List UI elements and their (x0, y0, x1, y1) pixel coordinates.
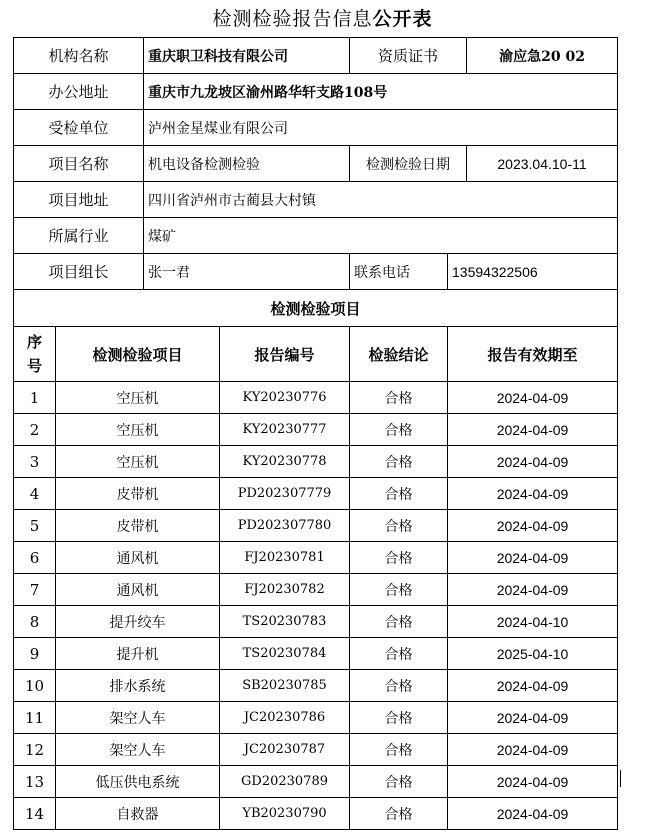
row-result: 合格 (350, 446, 448, 478)
row-report-code: PD202307779 (220, 478, 350, 510)
row-no: 14 (14, 798, 56, 830)
row-report-code: SB20230785 (220, 670, 350, 702)
row-item-name: 提升绞车 (56, 606, 220, 638)
row-valid-until: 2024-04-09 (448, 510, 618, 542)
row-item-name: 皮带机 (56, 510, 220, 542)
site-label: 项目地址 (14, 182, 144, 218)
row-valid-until: 2024-04-10 (448, 606, 618, 638)
phone-value: 13594322506 (448, 254, 618, 290)
table-row (14, 446, 618, 478)
row-result: 合格 (350, 766, 448, 798)
row-valid-until: 2024-04-09 (448, 414, 618, 446)
row-report-code: KY20230776 (220, 382, 350, 414)
row-no: 3 (14, 446, 56, 478)
row-result: 合格 (350, 606, 448, 638)
row-valid-until: 2024-04-09 (448, 702, 618, 734)
row-valid-until: 2024-04-09 (448, 382, 618, 414)
table-row (14, 798, 618, 830)
row-no: 1 (14, 382, 56, 414)
leader-label: 项目组长 (14, 254, 144, 290)
info-row-leader (14, 254, 618, 290)
table-row (14, 414, 618, 446)
row-no: 11 (14, 702, 56, 734)
row-result: 合格 (350, 478, 448, 510)
row-result: 合格 (350, 382, 448, 414)
table-row (14, 606, 618, 638)
row-no: 6 (14, 542, 56, 574)
row-item-name: 空压机 (56, 414, 220, 446)
client-value: 泸州金星煤业有限公司 (144, 110, 618, 146)
column-header-row (14, 327, 618, 382)
row-item-name: 通风机 (56, 574, 220, 606)
row-result: 合格 (350, 638, 448, 670)
table-row (14, 638, 618, 670)
row-no: 8 (14, 606, 56, 638)
row-valid-until: 2024-04-09 (448, 798, 618, 830)
row-item-name: 空压机 (56, 382, 220, 414)
row-result: 合格 (350, 574, 448, 606)
col-header-code: 报告编号 (220, 327, 350, 382)
row-no: 10 (14, 670, 56, 702)
table-row (14, 702, 618, 734)
org-value: 重庆职卫科技有限公司 (144, 38, 350, 74)
row-report-code: YB20230790 (220, 798, 350, 830)
table-row (14, 510, 618, 542)
date-label: 检测检验日期 (350, 146, 467, 182)
report-table (13, 37, 618, 830)
row-report-code: TS20230783 (220, 606, 350, 638)
info-row-org (14, 38, 618, 74)
page-title (0, 4, 645, 31)
info-row-industry (14, 218, 618, 254)
table-row (14, 478, 618, 510)
table-row (14, 766, 618, 798)
row-report-code: JC20230786 (220, 702, 350, 734)
row-report-code: TS20230784 (220, 638, 350, 670)
phone-label: 联系电话 (350, 254, 448, 290)
section-row (14, 290, 618, 327)
row-valid-until: 2024-04-09 (448, 574, 618, 606)
text-cursor-mark (620, 770, 621, 787)
row-report-code: JC20230787 (220, 734, 350, 766)
row-result: 合格 (350, 734, 448, 766)
client-label: 受检单位 (14, 110, 144, 146)
row-no: 12 (14, 734, 56, 766)
row-item-name: 皮带机 (56, 478, 220, 510)
row-no: 9 (14, 638, 56, 670)
row-valid-until: 2024-04-09 (448, 542, 618, 574)
row-result: 合格 (350, 798, 448, 830)
col-header-valid: 报告有效期至 (448, 327, 618, 382)
row-item-name: 架空人车 (56, 702, 220, 734)
col-header-no: 序 号 (14, 327, 56, 382)
project-label: 项目名称 (14, 146, 144, 182)
industry-label: 所属行业 (14, 218, 144, 254)
col-header-result: 检验结论 (350, 327, 448, 382)
row-item-name: 低压供电系统 (56, 766, 220, 798)
row-result: 合格 (350, 670, 448, 702)
row-item-name: 通风机 (56, 542, 220, 574)
row-report-code: KY20230777 (220, 414, 350, 446)
row-no: 13 (14, 766, 56, 798)
org-label: 机构名称 (14, 38, 144, 74)
row-item-name: 架空人车 (56, 734, 220, 766)
row-report-code: FJ20230781 (220, 542, 350, 574)
row-item-name: 自救器 (56, 798, 220, 830)
row-result: 合格 (350, 542, 448, 574)
row-valid-until: 2024-04-09 (448, 670, 618, 702)
site-value: 四川省泸州市古蔺县大村镇 (144, 182, 618, 218)
cert-label: 资质证书 (350, 38, 467, 74)
row-no: 4 (14, 478, 56, 510)
row-report-code: KY20230778 (220, 446, 350, 478)
cert-value: 渝应急20 02 (467, 38, 618, 74)
addr-label: 办公地址 (14, 74, 144, 110)
info-row-project (14, 146, 618, 182)
title-bold: 公开表 (372, 8, 433, 30)
row-no: 5 (14, 510, 56, 542)
row-valid-until: 2024-04-09 (448, 446, 618, 478)
row-result: 合格 (350, 702, 448, 734)
row-valid-until: 2024-04-09 (448, 478, 618, 510)
project-value: 机电设备检测检验 (144, 146, 350, 182)
row-report-code: PD202307780 (220, 510, 350, 542)
info-row-site (14, 182, 618, 218)
addr-value: 重庆市九龙坡区渝州路华轩支路108号 (144, 74, 618, 110)
leader-value: 张一君 (144, 254, 350, 290)
row-report-code: FJ20230782 (220, 574, 350, 606)
row-valid-until: 2024-04-09 (448, 734, 618, 766)
item-rows (14, 382, 618, 830)
title-normal: 检测检验报告信息 (212, 8, 373, 30)
row-report-code: GD20230789 (220, 766, 350, 798)
row-no: 2 (14, 414, 56, 446)
row-valid-until: 2025-04-10 (448, 638, 618, 670)
col-header-item: 检测检验项目 (56, 327, 220, 382)
row-item-name: 提升机 (56, 638, 220, 670)
info-row-addr (14, 74, 618, 110)
row-item-name: 排水系统 (56, 670, 220, 702)
industry-value: 煤矿 (144, 218, 618, 254)
table-row (14, 542, 618, 574)
row-result: 合格 (350, 510, 448, 542)
row-no: 7 (14, 574, 56, 606)
date-value: 2023.04.10-11 (467, 146, 618, 182)
table-row (14, 382, 618, 414)
row-valid-until: 2024-04-09 (448, 766, 618, 798)
table-row (14, 670, 618, 702)
section-title: 检测检验项目 (14, 290, 618, 327)
row-result: 合格 (350, 414, 448, 446)
row-item-name: 空压机 (56, 446, 220, 478)
info-row-client (14, 110, 618, 146)
table-row (14, 574, 618, 606)
table-row (14, 734, 618, 766)
